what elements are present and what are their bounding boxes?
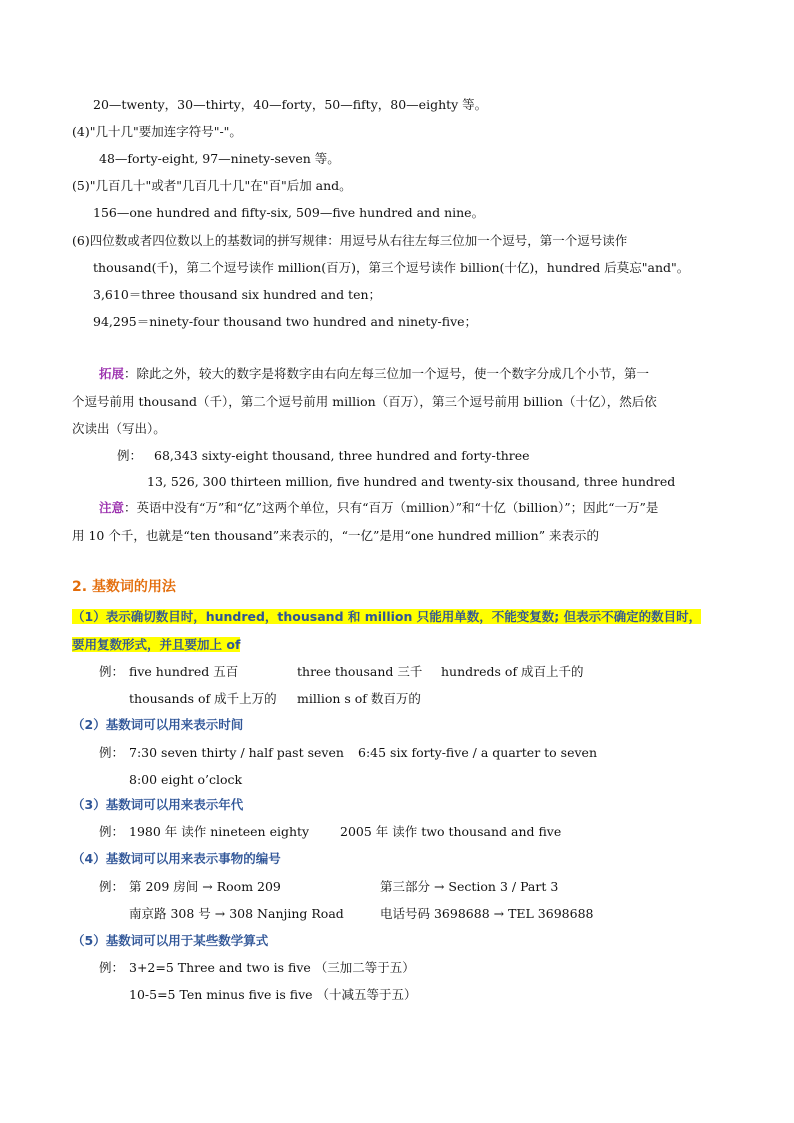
note-label: 注意 bbox=[99, 500, 125, 515]
example-item: 10-5=5 Ten minus five is five （十减五等于五） bbox=[129, 987, 417, 1002]
usage-heading: （4）基数词可以用来表示事物的编号 bbox=[72, 851, 281, 866]
example-text: 68,343 sixty-eight thousand, three hundred and forty-three bbox=[154, 448, 530, 463]
note-text: ：英语中没有“万”和“亿”这两个单位，只有“百万（million）”和“十亿（billion）”；因此“一万”是 bbox=[124, 500, 659, 515]
example-label: 例： bbox=[117, 448, 143, 463]
example-item: 第 209 房间 → Room 209 bbox=[129, 879, 281, 894]
example-item: hundreds of 成百上千的 bbox=[441, 664, 584, 679]
example-item: 6:45 six forty-five / a quarter to seven bbox=[358, 745, 597, 760]
rule-heading: (5)"几百几十"或者"几百几十几"在"百"后加 and。 bbox=[72, 178, 352, 193]
example-label: 例： bbox=[99, 879, 125, 894]
extension-text: ：除此之外，较大的数字是将数字由右向左每三位加一个逗号，使一个数字分成几个小节，第一 bbox=[124, 366, 650, 381]
usage-heading: （3）基数词可以用来表示年代 bbox=[72, 797, 244, 812]
text-line: thousand(千)，第二个逗号读作 million(百万)，第三个逗号读作 billion(十亿)，hundred 后莫忘"and"。 bbox=[93, 260, 690, 275]
example-item: 2005 年 读作 two thousand and five bbox=[340, 824, 562, 839]
usage-heading-cont bbox=[72, 636, 240, 654]
example-line bbox=[117, 447, 530, 465]
highlighted-heading: 要用复数形式，并且要加上 of bbox=[72, 637, 241, 652]
extension-label: 拓展 bbox=[99, 366, 125, 381]
example-item: million s of 数百万的 bbox=[297, 691, 421, 706]
text-line: 48—forty-eight, 97—ninety-seven 等。 bbox=[99, 151, 340, 166]
text-line: 个逗号前用 thousand（千），第二个逗号前用 million（百万），第三个逗号前用 billion（十亿），然后依 bbox=[72, 394, 657, 409]
example-label: 例： bbox=[99, 824, 125, 839]
example-item: five hundred 五百 bbox=[129, 664, 239, 679]
usage-heading: （5）基数词可以用于某些数学算式 bbox=[72, 933, 269, 948]
text-line: 3,610＝three thousand six hundred and ten； bbox=[93, 287, 382, 302]
example-item: 3+2=5 Three and two is five （三加二等于五） bbox=[129, 960, 415, 975]
text-line: 156—one hundred and fifty-six, 509—five hundred and nine。 bbox=[93, 205, 485, 220]
example-item: 1980 年 读作 nineteen eighty bbox=[129, 824, 310, 839]
text-line: 94,295＝ninety-four thousand two hundred and ninety-five； bbox=[93, 314, 478, 329]
highlighted-heading: （1）表示确切数目时，hundred，thousand 和 million 只能用单数，不能变复数; 但表示不确定的数目时， bbox=[72, 609, 702, 624]
example-label: 例： bbox=[99, 745, 125, 760]
text-line: 20—twenty，30—thirty，40—forty，50—fifty，80—eighty 等。 bbox=[93, 97, 488, 112]
rule-heading: (4)"几十几"要加连字符号"-"。 bbox=[72, 124, 242, 139]
example-line: 13, 526, 300 thirteen million, five hundred and twenty-six thousand, three hundred bbox=[147, 474, 676, 489]
rule-heading: (6)四位数或者四位数以上的基数词的拼写规律：用逗号从右往左每三位加一个逗号，第一个逗号读作 bbox=[72, 233, 628, 248]
usage-heading: （2）基数词可以用来表示时间 bbox=[72, 717, 244, 732]
example-label: 例： bbox=[99, 960, 125, 975]
note-paragraph bbox=[99, 499, 658, 517]
example-label: 例： bbox=[99, 664, 125, 679]
example-item: three thousand 三千 bbox=[297, 664, 423, 679]
example-item: 南京路 308 号 → 308 Nanjing Road bbox=[129, 906, 344, 921]
example-item: thousands of 成千上万的 bbox=[129, 691, 277, 706]
example-item: 8:00 eight o’clock bbox=[129, 772, 243, 787]
text-line: 次读出（写出）。 bbox=[72, 421, 166, 436]
text-line: 用 10 个千，也就是“ten thousand”来表示的，“一亿”是用“one hundred million” 来表示的 bbox=[72, 528, 600, 543]
example-item: 7:30 seven thirty / half past seven bbox=[129, 745, 344, 760]
example-item: 电话号码 3698688 → TEL 3698688 bbox=[380, 906, 594, 921]
extension-paragraph bbox=[99, 365, 649, 383]
section-title: 2. 基数词的用法 bbox=[72, 579, 176, 595]
usage-heading bbox=[72, 608, 701, 626]
example-item: 第三部分 → Section 3 / Part 3 bbox=[380, 879, 559, 894]
